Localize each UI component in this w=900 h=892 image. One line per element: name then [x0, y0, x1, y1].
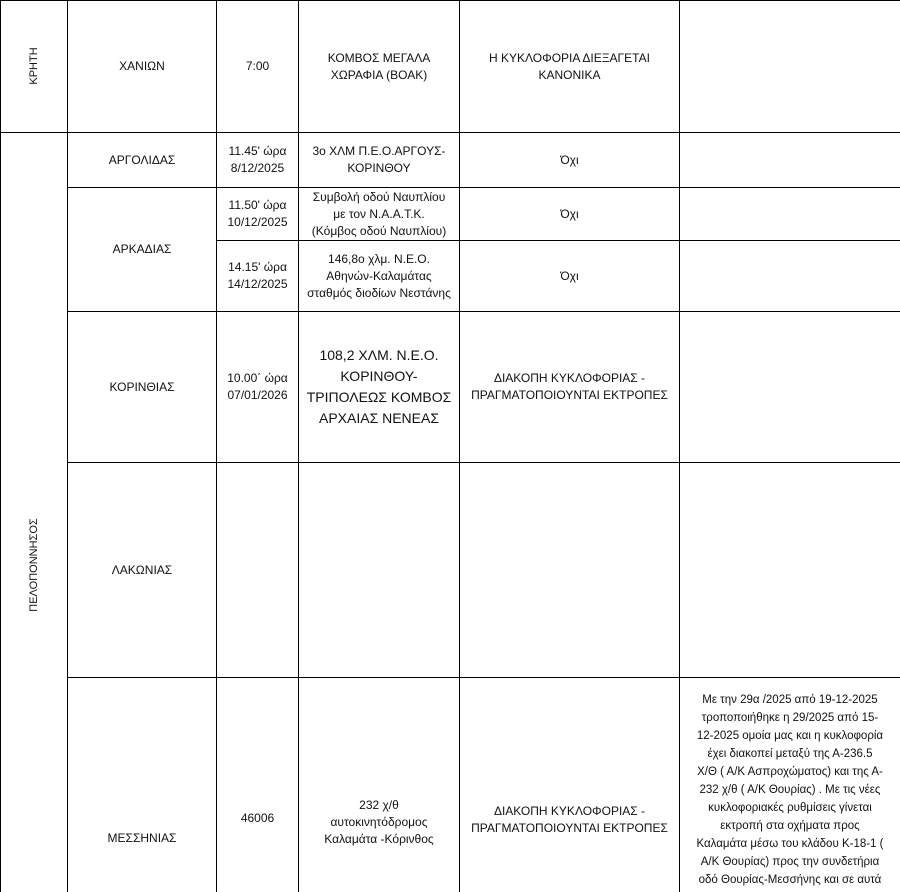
chania-notes [680, 1, 900, 132]
argolida-status: Όχι [560, 152, 579, 167]
arkadia-entry1-time: 11.50' ώρα 10/12/2025 [227, 198, 288, 229]
argolida-notes [680, 133, 900, 187]
chania-time: 7:00 [245, 59, 270, 73]
korinthia-status: ΔΙΑΚΟΠΗ ΚΥΚΛΟΦΟΡΙΑΣ - ΠΡΑΓΜΑΤΟΠΟΙΟΥΝΤΑΙ ΕΚΤΡΟΠΕΣ [471, 371, 668, 402]
region-peloponnese: ΠΕΛΟΠΟΝΝΗΣΟΣ [28, 518, 40, 612]
arkadia-entry1-notes [680, 188, 900, 240]
korinthia-prefecture: ΚΟΡΙΝΘΙΑΣ [109, 379, 175, 394]
arkadia-entry2-notes [680, 241, 900, 311]
argolida-location: 3ο ΧΛΜ Π.Ε.Ο.ΑΡΓΟΥΣ- ΚΟΡΙΝΘΟΥ [312, 144, 446, 175]
chania-location: ΚΟΜΒΟΣ ΜΕΓΑΛΑ ΧΩΡΑΦΙΑ (ΒΟΑΚ) [327, 50, 431, 82]
chania-prefecture: ΧΑΝΙΩΝ [119, 59, 165, 73]
korinthia-notes [680, 312, 900, 462]
region-crete: ΚΡΗΤΗ [28, 47, 40, 85]
argolida-prefecture: ΑΡΓΟΛΙΔΑΣ [108, 152, 176, 167]
arkadia-prefecture: ΑΡΚΑΔΙΑΣ [112, 242, 172, 256]
lakonia-status [460, 463, 679, 677]
korinthia-time: 10.00΄ ώρα 07/01/2026 [227, 371, 288, 402]
arkadia-entry2-status: Όχι [560, 268, 579, 283]
lakonia-location [299, 463, 459, 677]
arkadia-entry2-time: 14.15' ώρα 14/12/2025 [227, 260, 288, 291]
chania-status: Η ΚΥΚΛΟΦΟΡΙΑ ΔΙΕΞΑΓΕΤΑΙ ΚΑΝΟΝΙΚΑ [489, 50, 650, 82]
messinia-notes: Με την 29α /2025 από 19-12-2025 τροποποιήθηκε η 29/2025 από 15- 12-2025 ομοία μας και η κυκλοφορία έχει διακοπεί μεταξύ της Α-236.5 Χ/Θ ( Α/Κ Ασπροχώματος) και της Α- 232 χ/θ ( Α/Κ Θουρίας) . Με τις νέες κυκλοφοριακές ρυθμίσεις γίνεται εκτροπή στα οχήματα προς Καλαμάτα μέσω του κλάδου Κ-18-1 ( Α/Κ Θουρίας) προς την συνδετήρια οδό Θουρίας-Μεσσήνης και σε αυτά [696, 694, 884, 886]
border-left [0, 0, 1, 892]
korinthia-location: 108,2 ΧΛΜ. Ν.Ε.Ο. ΚΟΡΙΝΘΟΥ- ΤΡΙΠΟΛΕΩΣ ΚΟΜΒΟΣ ΑΡΧΑΙΑΣ ΝΕΝΕΑΣ [306, 347, 452, 426]
messinia-location: 232 χ/θ αυτοκινητόδρομος Καλαμάτα -Κόρινθος [324, 797, 434, 846]
argolida-time: 11.45' ώρα 8/12/2025 [228, 144, 287, 175]
messinia-prefecture: ΜΕΣΣΗΝΙΑΣ [107, 830, 177, 845]
arkadia-entry1-status: Όχι [560, 206, 579, 221]
lakonia-time [217, 463, 298, 677]
arkadia-entry1-location: Συμβολή οδού Ναυπλίου με τον Ν.Α.Α.Τ.Κ. (Κόμβος οδού Ναυπλίου) [311, 189, 447, 238]
lakonia-notes [680, 463, 900, 677]
messinia-time: 46006 [240, 810, 275, 825]
arkadia-entry2-location: 146,8ο χλμ. Ν.Ε.Ο. Αθηνών-Καλαμάτας σταθμός διοδίων Νεστάνης [307, 251, 451, 300]
messinia-status: ΔΙΑΚΟΠΗ ΚΥΚΛΟΦΟΡΙΑΣ - ΠΡΑΓΜΑΤΟΠΟΙΟΥΝΤΑΙ ΕΚΤΡΟΠΕΣ [471, 804, 668, 835]
lakonia-prefecture: ΛΑΚΩΝΙΑΣ [111, 562, 173, 577]
